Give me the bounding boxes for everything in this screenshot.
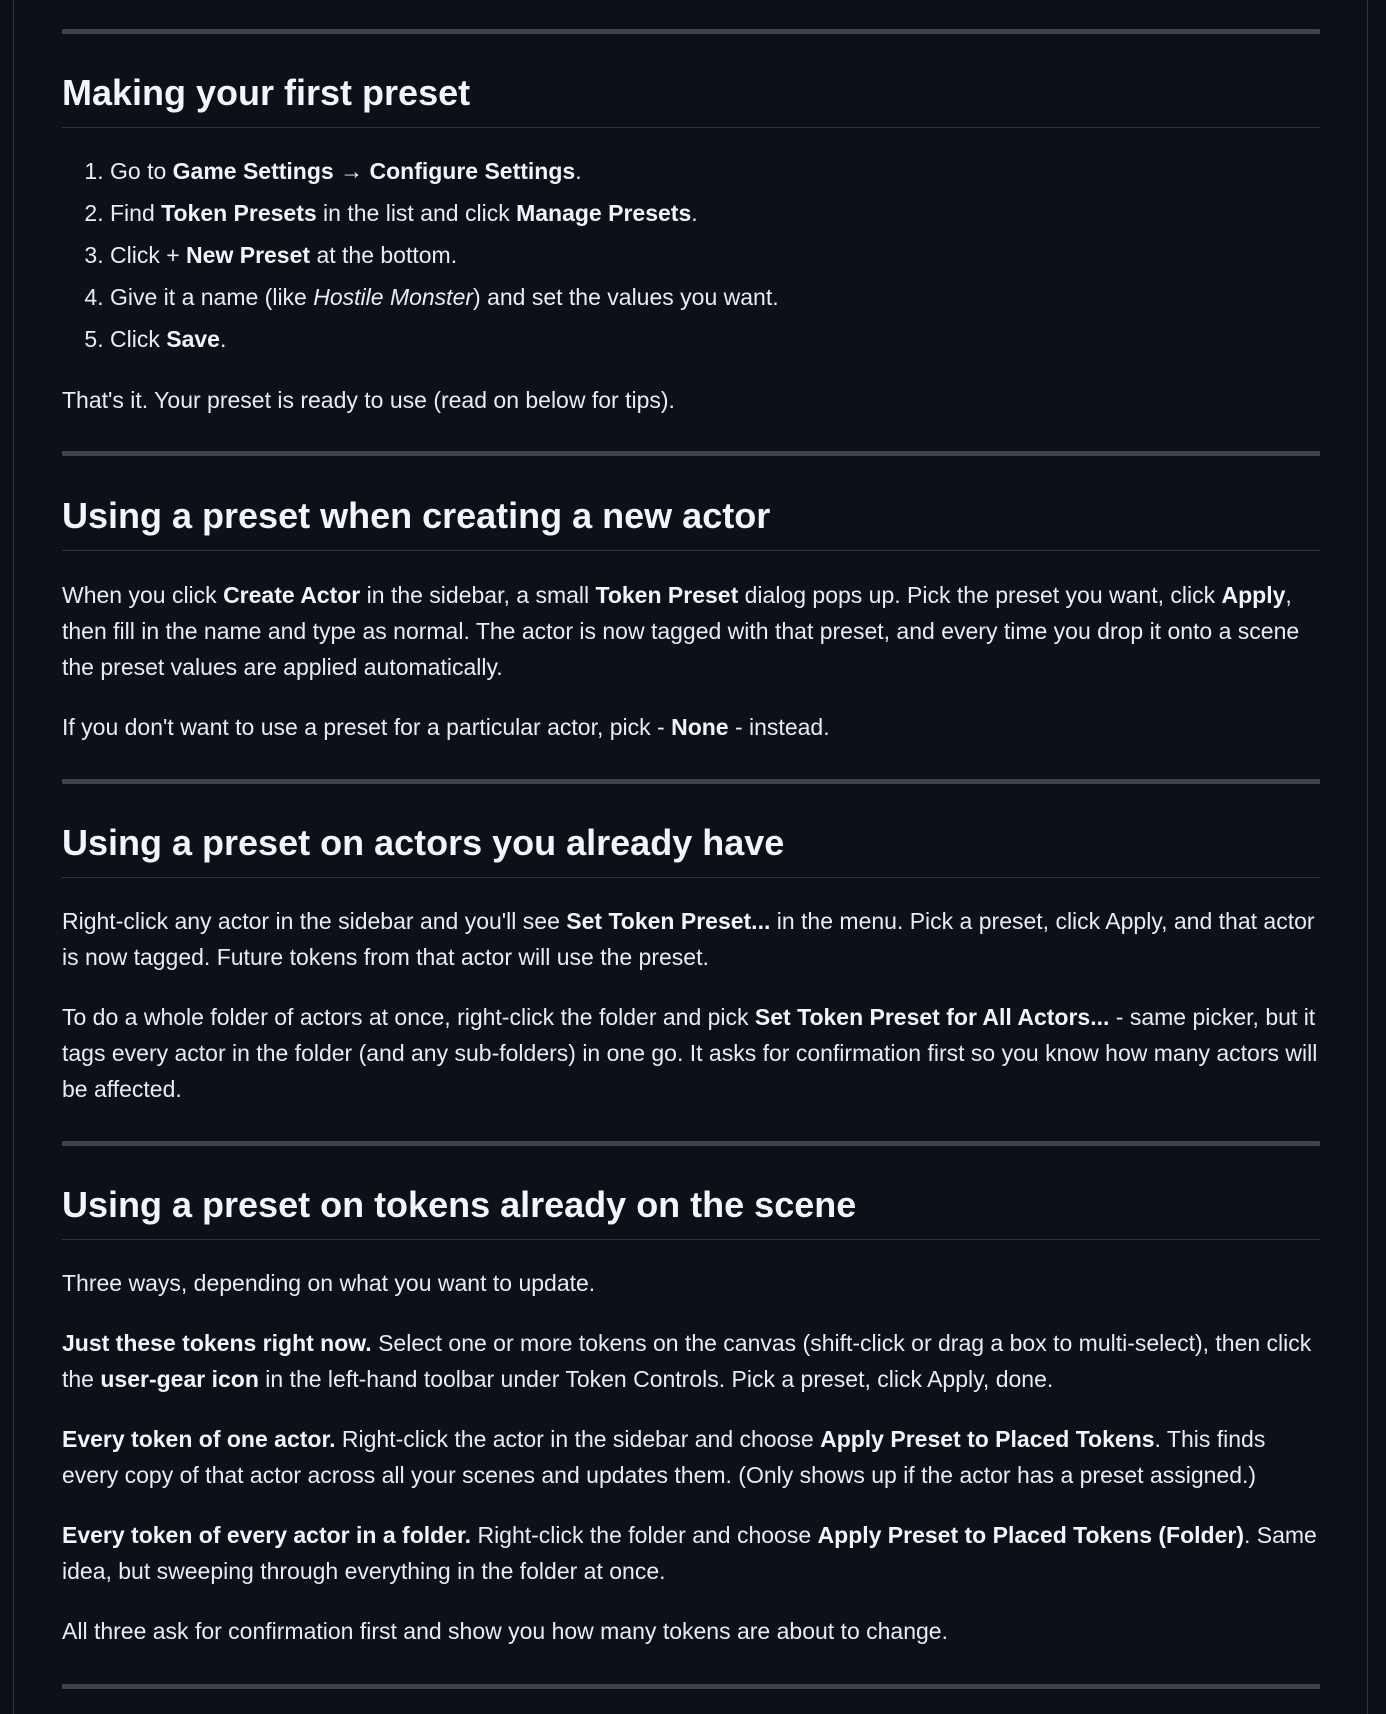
paragraph: Three ways, depending on what you want to update. (62, 1270, 596, 1296)
section-divider (62, 1141, 1320, 1146)
list-item: 3. Click + New Preset at the bottom. (110, 234, 1320, 276)
paragraph: Every token of every actor in a folder. Right-click the folder and choose Apply Preset to Placed Tokens (Folder). Same idea, but sweeping through everything in the folder at once. (62, 1522, 1317, 1584)
list-item: 4. Give it a name (like Hostile Monster) and set the values you want. (110, 276, 1320, 318)
section-heading-first-preset: Making your first preset (62, 70, 1320, 128)
section-divider (62, 29, 1320, 34)
paragraph: All three ask for confirmation first and show you how many tokens are about to change. (62, 1618, 948, 1644)
steps-list (62, 150, 1320, 360)
section-heading-existing-actors: Using a preset on actors you already have (62, 820, 1320, 878)
list-item: 5. Click Save. (110, 318, 1320, 360)
list-item: 1. Go to Game Settings → Configure Settings. (110, 150, 1320, 192)
paragraph: If you don't want to use a preset for a particular actor, pick - None - instead. (62, 714, 830, 740)
section-heading-new-actor: Using a preset when creating a new actor (62, 493, 1320, 551)
paragraph: Right-click any actor in the sidebar and you'll see Set Token Preset... in the menu. Pick a preset, click Apply, and that actor is now tagged. Future tokens from that actor will use the preset. (62, 908, 1315, 970)
paragraph: Just these tokens right now. Select one or more tokens on the canvas (shift-click or drag a box to multi-select), then click the user-gear icon in the left-hand toolbar under Token Controls. Pick a preset, click Apply, done. (62, 1330, 1312, 1392)
paragraph: When you click Create Actor in the sidebar, a small Token Preset dialog pops up. Pick the preset you want, click Apply, then fill in the name and type as normal. The actor is now tagged with that preset, and every time you drop it onto a scene the preset values are applied automatically. (62, 582, 1300, 680)
section-divider (62, 451, 1320, 456)
section-divider (62, 779, 1320, 784)
list-item: 2. Find Token Presets in the list and click Manage Presets. (110, 192, 1320, 234)
section-divider (62, 1684, 1320, 1689)
section-heading-scene-tokens: Using a preset on tokens already on the scene (62, 1182, 1320, 1240)
frame-border-left (13, 0, 14, 1714)
frame-border-right (1367, 0, 1368, 1714)
paragraph: To do a whole folder of actors at once, right-click the folder and pick Set Token Preset for All Actors... - same picker, but it tags every actor in the folder (and any sub-folders) in one go. It asks for confirmation first so you know how many actors will be affected. (62, 1004, 1318, 1102)
paragraph: That's it. Your preset is ready to use (read on below for tips). (62, 387, 675, 413)
paragraph: Every token of one actor. Right-click the actor in the sidebar and choose Apply Preset to Placed Tokens. This finds every copy of that actor across all your scenes and updates them. (Only shows up if the actor has a preset assigned.) (62, 1426, 1266, 1488)
